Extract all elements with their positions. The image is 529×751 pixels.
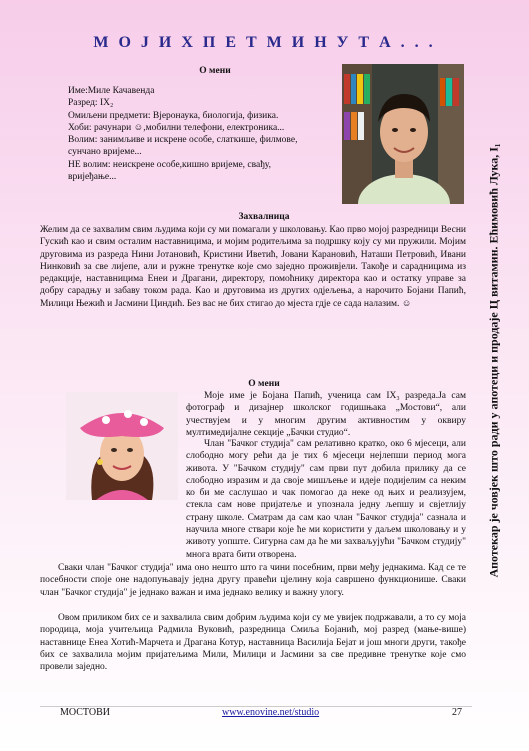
about-me-paragraph-4 (40, 612, 466, 673)
detail-line: сунчано вријеме... (68, 147, 142, 158)
footer-page-number: 27 (452, 707, 462, 718)
footer-website-link[interactable]: www.enovine.net/studio (222, 707, 320, 718)
vertical-quote (470, 56, 518, 664)
about-me-paragraph-1 (186, 390, 466, 439)
portrait-photo-boy (342, 64, 464, 204)
detail-line: Разред: IX₂ (68, 98, 114, 109)
footer (40, 700, 470, 718)
page-title: М О Ј И Х П Е Т М И Н У Т А . . . (93, 34, 436, 51)
detail-line: вријеђање... (68, 172, 117, 183)
detail-line: Волим: занимљиве и искрене особе, слаткише, филмове, (68, 135, 298, 146)
paragraph-text: Сваки члан "Бачког студија" има оно нешто што га чини посебним, први међу једнакима. Кад се те посебности споје оне надопуњавају једна другу правећи цјелину која савршено функционише. Сваки члан "Бачког студија" је једнако важан и има једнако велику и важну улогу. (40, 563, 466, 598)
vertical-quote-text: Апотекар је човјек што ради у апотеци и продаје Ц витамин. Ећимовић Лука, I₁ (486, 142, 501, 578)
paragraph-text: Члан "Бачког студија" сам релативно кратко, око 6 мјесеци, али слободно могу рећи да је тих 6 мјесеци нејлепши период мога живота. У "Бачком студију" сам први пут добила прилику да се слободно изразим и да своје мишљење и идеје подијелим са неким ко би ме саслушао и чак помогао да неке од њих и реализујем, стекла сам нове пријатеље и упознала једну љепшу и свјетлију страну школе. Сматрам да сам као члан "Бачког студија" сазнала и научила многе ствари које ће ми користити у даљем школовању и у животу уопште. Сигурна сам да ће ми захваљујући "Бачком студију" многа врата бити отворена. (186, 439, 466, 560)
section-heading-about-me: О мени (199, 66, 231, 76)
thanks-paragraph: Желим да се захвалим свим људима који су ми помагали у школовању. Као прво мојој разредници Весни Гускић као и свим осталим наставницима, и мојим родитељима за подршку коју су ми пружили. Мојим друговима из разреда Нини Јотановић, Кристини Иветић, Јовани Карановић, Наташи Петровић, Ивани Нинковић за све лијепе, али и ружне тренутке које смо заједно проживјели. Такође и сарадницима из редакције, наставницима Енеи и Драгани, директору, помоћнику директора као и остатку управе за добру сарадњу и забаву током рада. Као и друговима из других одјељења, а нарочито Бојани Папић, Милици Њежић и Јасмини Циндић. Без вас не бих стигао до мјеста гдје се сада налазим. ☺ (40, 225, 466, 309)
section-heading-about-me-2: О мени (248, 379, 280, 389)
footer-publication-name: МОСТОВИ (60, 707, 110, 718)
about-me-paragraph-3 (40, 562, 466, 599)
detail-line: Хоби: рачунари ☺,мобилни телефони, електроника... (68, 122, 285, 133)
paragraph-text: Моје име је Бојана Папић, ученица сам IX₃ разреда.Ја сам фотограф и дизајнер школског годишњака „Мостови“, али учествујем и у многим другим активностим у оквиру мултимедијалне секције „Бачки студио“. (186, 391, 466, 438)
paragraph-text: Овом приликом бих се и захвалила свим добрим људима који су ме увијек подржавали, а то су моја породица, моја учитељица Радмила Вуковић, разредница Смиља Бојанић, мој разред (мање-више) наставнице Енеа Хотић-Марчета и Драгана Котур, наставница Василија Бејат и још многи други, такође бих се захвалила мојим пријатељима Мили, Милици и Јасмини за све предивне тренутке које смо провели заједно. (40, 613, 466, 673)
about-me-paragraph-2 (186, 438, 466, 561)
section-heading-thanks: Захвалница (238, 212, 290, 222)
detail-line: Омиљени предмети: Вјеронаука, биологија, физика. (68, 110, 279, 121)
portrait-photo-girl (66, 392, 178, 500)
about-me-details (68, 85, 338, 183)
detail-line: НЕ волим: неискрене особе,кишно вријеме, свађу, (68, 159, 271, 170)
detail-line: Име:Миле Качавенда (68, 86, 155, 96)
